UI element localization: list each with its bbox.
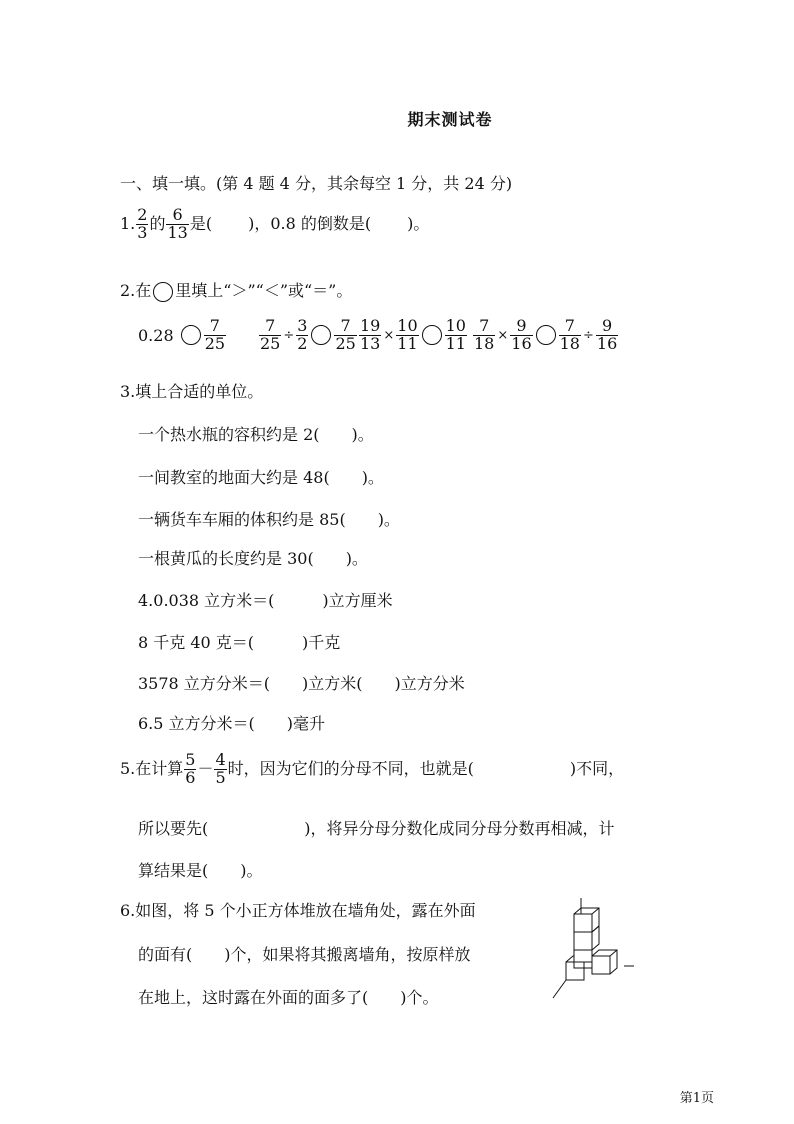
operator: × xyxy=(497,327,509,343)
cube-edge xyxy=(592,908,599,914)
compare-circle-icon[interactable] xyxy=(311,325,331,345)
fraction xyxy=(334,318,356,353)
question-5 xyxy=(120,752,624,787)
cube xyxy=(566,962,584,980)
fraction xyxy=(166,207,188,242)
compare-circle-icon[interactable] xyxy=(536,325,556,345)
compare-item-1 xyxy=(138,318,227,353)
operator: ÷ xyxy=(283,327,295,343)
question-3-heading: 3.填上合适的单位。 xyxy=(120,382,264,401)
q1-text: )。 xyxy=(407,213,430,233)
q3-line: 一辆货车车厢的体积约是 85( )。 xyxy=(138,510,400,529)
fraction-denominator: 5 xyxy=(215,767,226,787)
fraction xyxy=(359,318,381,353)
q1-text: )，0.8 的倒数是( xyxy=(248,213,372,233)
fraction-numerator: 7 xyxy=(204,318,226,336)
section-heading: 一、填一填。(第 4 题 4 分，其余每空 1 分，共 24 分) xyxy=(120,174,513,193)
q5-text: 时，因为它们的分母不同，也就是( )不同， xyxy=(227,758,625,778)
q5-line: 所以要先( )，将异分母分数化成同分母分数再相减，计 xyxy=(138,819,615,838)
compare-circle-icon xyxy=(153,282,173,302)
fraction xyxy=(296,318,308,353)
q6-line: 在地上，这时露在外面的面多了( )个。 xyxy=(138,988,439,1007)
compare-circle-icon[interactable] xyxy=(422,325,442,345)
fraction-numerator: 7 xyxy=(334,318,356,336)
fraction xyxy=(214,752,226,787)
cube xyxy=(574,932,592,950)
fraction xyxy=(596,318,618,353)
cube xyxy=(592,926,599,950)
floor-edge xyxy=(553,980,566,998)
fraction-denominator: 13 xyxy=(360,333,381,353)
fraction-numerator: 7 xyxy=(473,318,495,336)
cube xyxy=(592,956,610,974)
compare-item-4 xyxy=(472,318,619,353)
fraction-numerator: 5 xyxy=(185,750,196,769)
fraction-denominator: 25 xyxy=(204,333,226,353)
fraction-numerator: 2 xyxy=(137,205,148,224)
q5-line: 算结果是( )。 xyxy=(138,861,263,880)
cube xyxy=(574,950,592,968)
fraction-denominator: 18 xyxy=(559,333,580,353)
fraction-denominator: 11 xyxy=(397,333,418,353)
fraction xyxy=(559,318,581,353)
fraction xyxy=(136,207,148,242)
fraction-numerator: 7 xyxy=(259,318,281,336)
fraction-denominator: 18 xyxy=(474,333,495,353)
fraction xyxy=(396,318,418,353)
q3-line: 一间教室的地面大约是 48( )。 xyxy=(138,468,384,487)
page-number: 第1页 xyxy=(679,1091,714,1106)
q3-line: 一个热水瓶的容积约是 2( )。 xyxy=(138,425,374,444)
fraction-denominator: 16 xyxy=(511,333,532,353)
question-1 xyxy=(120,207,429,242)
operator: ÷ xyxy=(582,327,594,343)
compare-number: 0.28 xyxy=(138,325,174,345)
fraction-denominator: 11 xyxy=(445,333,466,353)
q2-text: 2.在 xyxy=(120,281,152,300)
fraction-numerator: 9 xyxy=(596,318,618,336)
fraction-numerator: 19 xyxy=(360,316,381,335)
fraction-numerator: 6 xyxy=(166,207,188,225)
q1-number: 1. xyxy=(120,213,136,233)
cube-edge xyxy=(566,956,574,962)
cube-stack-figure xyxy=(548,898,634,1002)
fraction xyxy=(510,318,532,353)
fraction xyxy=(204,318,226,353)
question-2 xyxy=(120,278,352,302)
page-title: 期末测试卷 xyxy=(407,110,493,129)
fraction-numerator: 9 xyxy=(510,318,532,336)
fraction xyxy=(473,318,495,353)
fraction-numerator: 3 xyxy=(297,316,308,335)
fraction-denominator: 2 xyxy=(297,333,308,353)
q3-line: 一根黄瓜的长度约是 30( )。 xyxy=(138,549,368,568)
q6-line: 的面有( )个，如果将其搬离墙角，按原样放 xyxy=(138,945,471,964)
fraction xyxy=(259,318,281,353)
fraction-denominator: 25 xyxy=(335,333,356,353)
q1-text: 的 xyxy=(149,213,166,233)
fraction-numerator: 10 xyxy=(397,316,418,335)
fraction-denominator: 13 xyxy=(167,222,188,242)
compare-item-2 xyxy=(258,318,358,353)
operator: － xyxy=(197,758,214,778)
fraction xyxy=(445,318,467,353)
q2-text: 里填上“＞”“＜”或“＝”。 xyxy=(175,281,353,300)
fraction-denominator: 16 xyxy=(596,333,618,353)
q5-text: 5.在计算 xyxy=(120,758,184,778)
q6-line: 6.如图，将 5 个小正方体堆放在墙角处，露在外面 xyxy=(120,901,476,920)
fraction-numerator: 4 xyxy=(215,750,226,769)
fraction xyxy=(184,752,196,787)
q1-text: 是( xyxy=(189,213,213,233)
cube-edge xyxy=(610,950,617,956)
q4-line: 6.5 立方分米＝( )毫升 xyxy=(138,714,326,733)
q4-line: 3578 立方分米＝( )立方米( )立方分米 xyxy=(138,674,465,693)
q4-line: 8 千克 40 克＝( )千克 xyxy=(138,633,341,652)
operator: × xyxy=(383,327,395,343)
compare-circle-icon[interactable] xyxy=(181,325,201,345)
q4-line: 4.0.038 立方米＝( )立方厘米 xyxy=(138,591,393,610)
fraction-numerator: 7 xyxy=(559,318,581,336)
compare-item-3 xyxy=(358,318,468,353)
fraction-numerator: 10 xyxy=(445,316,466,335)
fraction-denominator: 3 xyxy=(137,222,148,242)
fraction-denominator: 6 xyxy=(185,767,196,787)
cube xyxy=(574,914,592,932)
fraction-denominator: 25 xyxy=(260,333,281,353)
